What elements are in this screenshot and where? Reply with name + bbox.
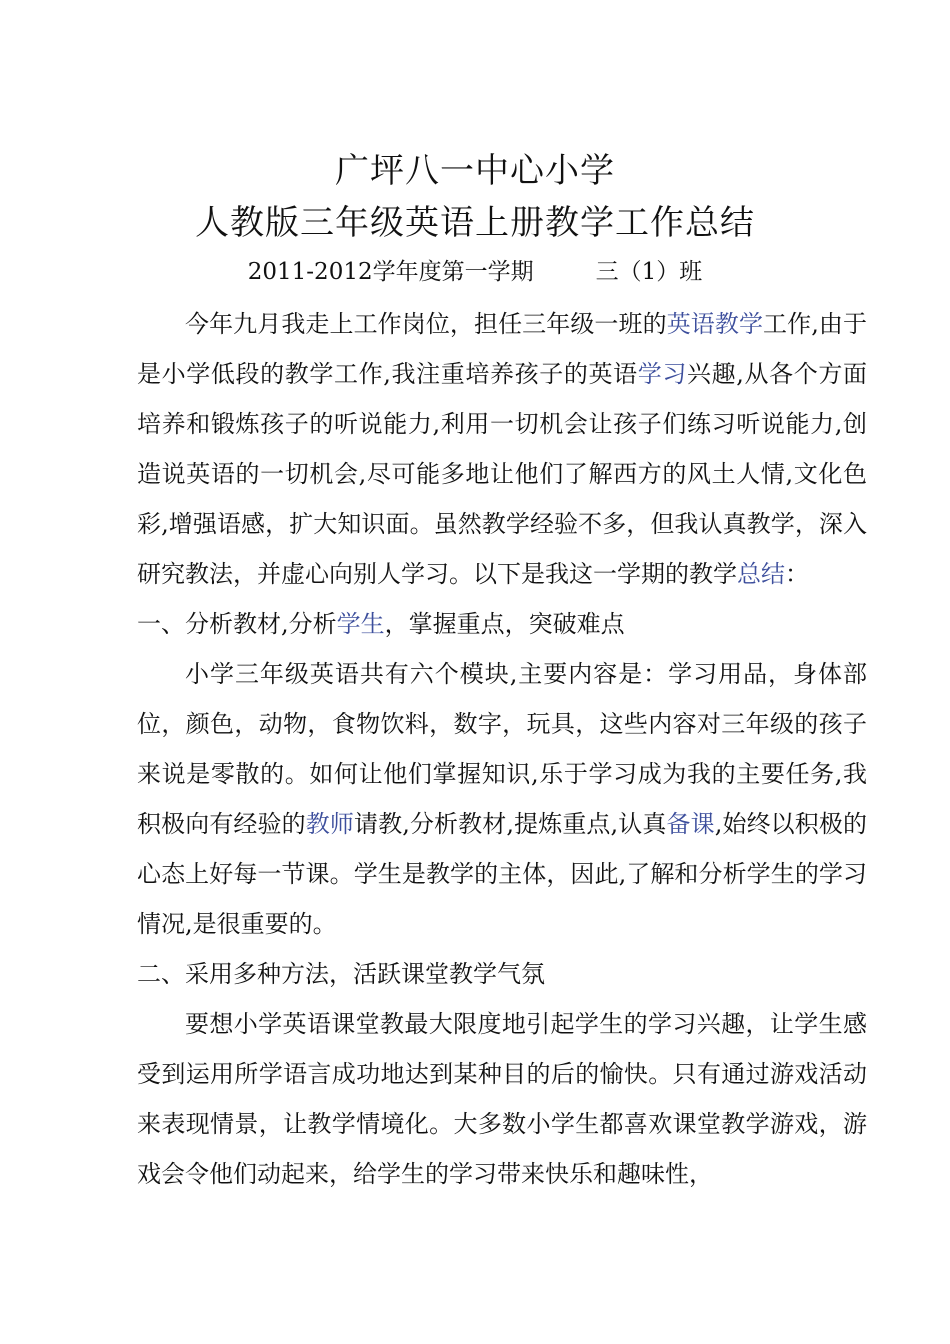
heading-1-text-1: 一、分析教材,分析 bbox=[137, 610, 337, 638]
document-title: 人教版三年级英语上册教学工作总结 bbox=[195, 203, 755, 243]
intro-text-4: ： bbox=[785, 560, 809, 588]
paragraph-intro bbox=[137, 299, 867, 599]
materials-text-3: ,始终以积极的心态上好每一节课。学生是教学的主体，因此,了解和分析学生的学习情况,是很重要的。 bbox=[137, 810, 867, 938]
class-label: 三（1）班 bbox=[595, 259, 703, 285]
link-teacher[interactable]: 教师 bbox=[305, 810, 354, 838]
term-line bbox=[0, 256, 950, 288]
school-name: 广坪八一中心小学 bbox=[335, 151, 615, 191]
link-students[interactable]: 学生 bbox=[336, 610, 385, 638]
materials-text-2: 请教,分析教材,提炼重点,认真 bbox=[353, 810, 667, 838]
intro-text-2: 工作,由于是小学低段的教学工作,我注重培养孩子的英语 bbox=[137, 310, 867, 388]
section-heading-1 bbox=[137, 599, 867, 649]
link-study[interactable]: 学习 bbox=[637, 360, 687, 388]
link-summary[interactable]: 总结 bbox=[737, 560, 785, 588]
paragraph-materials bbox=[137, 649, 867, 949]
intro-text-1: 今年九月我走上工作岗位，担任三年级一班的 bbox=[185, 310, 667, 338]
link-lesson-prep[interactable]: 备课 bbox=[666, 810, 715, 838]
link-english-teaching[interactable]: 英语教学 bbox=[666, 310, 764, 338]
heading-1-text-2: ，掌握重点，突破难点 bbox=[384, 610, 625, 638]
document-body bbox=[137, 299, 867, 1199]
intro-text-3: 兴趣,从各个方面培养和锻炼孩子的听说能力,利用一切机会让孩子们练习听说能力,创造说英语的一切机会,尽可能多地让他们了解西方的风土人情,文化色彩,增强语感，扩大知识面。虽然教学经验不多，但我认真教学，深入研究教法，并虚心向别人学习。以下是我这一学期的教学 bbox=[137, 360, 867, 588]
paragraph-methods: 要想小学英语课堂教最大限度地引起学生的学习兴趣，让学生感受到运用所学语言成功地达到某种目的后的愉快。只有通过游戏活动来表现情景，让教学情境化。大多数小学生都喜欢课堂教学游戏，游戏会令他们动起来，给学生的学习带来快乐和趣味性， bbox=[137, 1010, 867, 1188]
section-heading-2: 二、采用多种方法，活跃课堂教学气氛 bbox=[137, 960, 545, 988]
term-label: 2011-2012学年度第一学期 bbox=[247, 259, 534, 285]
materials-text-1: 小学三年级英语共有六个模块,主要内容是：学习用品，身体部位，颜色，动物，食物饮料，数字，玩具，这些内容对三年级的孩子来说是零散的。如何让他们掌握知识,乐于学习成为我的主要任务,我积极向有经验的 bbox=[137, 660, 867, 838]
